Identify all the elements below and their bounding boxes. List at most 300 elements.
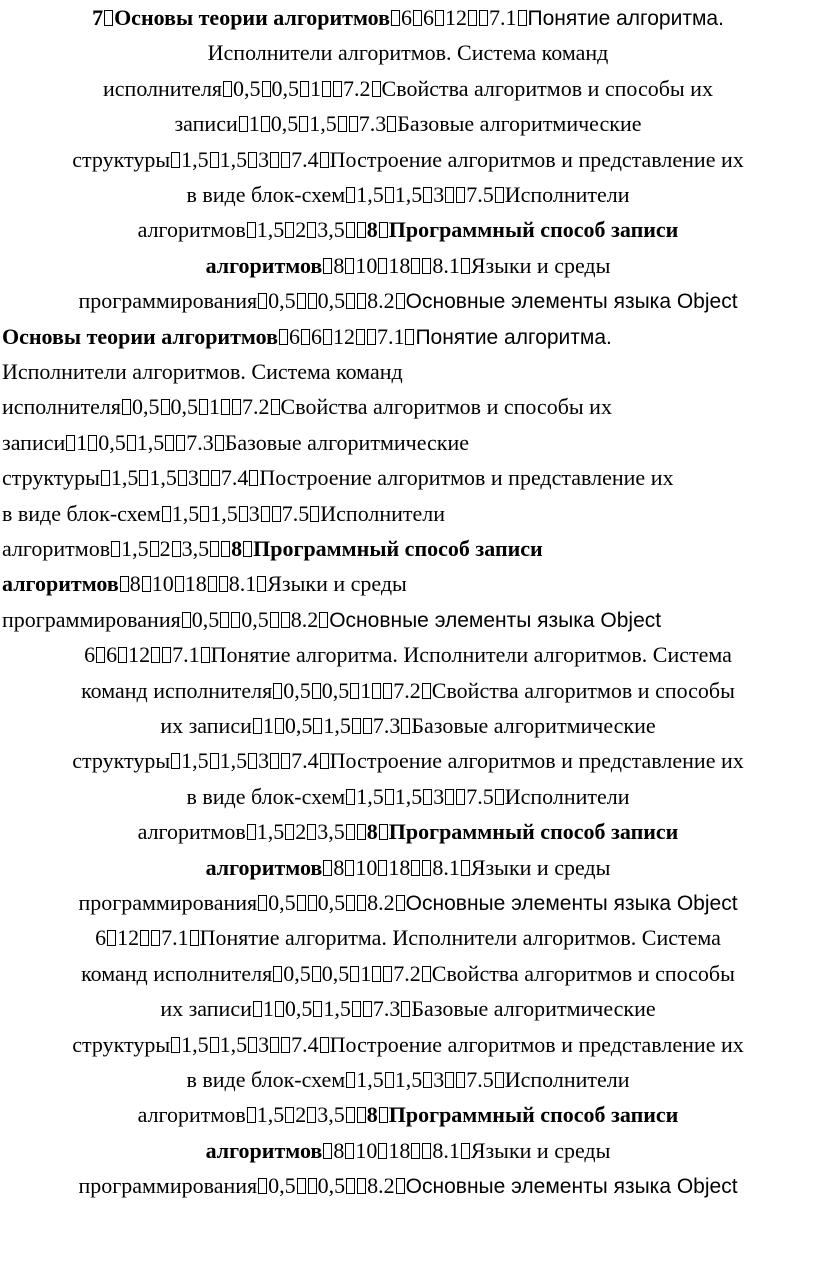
missing-glyph-icon [247,824,256,840]
text-segment: 0,5 [170,394,199,420]
text-segment: Понятие алгоритма. [415,325,612,349]
text-segment: 7.2 [343,75,371,101]
missing-glyph-icon [372,81,381,97]
missing-glyph-icon [411,860,420,876]
text-segment: 0,5 [98,429,126,455]
missing-glyph-icon [253,718,262,734]
missing-glyph-icon [423,1072,432,1088]
text-line [0,781,816,813]
text-segment: 8.1 [432,854,460,880]
text-segment: 1,5 [256,819,285,845]
text-segment: Основные элементы языка Object [405,1175,738,1199]
text-segment: 8.2 [290,606,319,632]
text-segment: 2 [295,819,307,845]
missing-glyph-icon [445,1072,454,1088]
missing-glyph-icon [96,647,105,663]
missing-glyph-icon [320,753,329,769]
missing-glyph-icon [385,1072,394,1088]
missing-glyph-icon [346,824,355,840]
text-segment: Базовые алгоритмические [397,111,642,137]
missing-glyph-icon [271,399,280,415]
missing-glyph-icon [312,683,321,699]
text-segment: программирования [78,288,258,314]
missing-glyph-icon [101,470,110,486]
missing-glyph-icon [323,258,332,274]
text-segment: 8.2 [367,1173,395,1199]
text-segment: 7.2 [393,677,421,703]
missing-glyph-icon [162,506,171,522]
missing-glyph-icon [281,1037,290,1053]
text-segment: 8.1 [228,571,257,597]
text-line [0,852,816,884]
missing-glyph-icon [273,683,282,699]
text-segment: 2 [295,1102,307,1128]
text-segment: Программный способ записи [388,1102,679,1128]
missing-glyph-icon [270,753,279,769]
text-line [0,533,816,565]
missing-glyph-icon [107,930,116,946]
missing-glyph-icon [346,1072,355,1088]
missing-glyph-icon [297,1178,306,1194]
missing-glyph-icon [396,1178,405,1194]
missing-glyph-icon [151,647,160,663]
missing-glyph-icon [391,10,400,26]
missing-glyph-icon [223,81,232,97]
text-segment: алгоритмов [205,854,323,880]
missing-glyph-icon [190,930,199,946]
text-segment: исполнителя [103,75,223,101]
text-segment: исполнителя [2,394,122,420]
text-segment: 1,5 [356,783,384,809]
text-segment: 3 [258,146,270,172]
text-segment: записи [2,429,66,455]
text-segment: 7.2 [393,960,421,986]
text-line [0,250,816,282]
text-segment: Исполнители алгоритмов. Система команд [207,40,609,66]
text-segment: Языки и среды [470,1137,611,1163]
text-segment: команд исполнителя [81,960,273,986]
missing-glyph-icon [142,576,151,592]
text-line [0,73,816,105]
text-segment: 1,5 [256,1102,285,1128]
missing-glyph-icon [495,789,504,805]
text-segment: Языки и среды [470,252,611,278]
text-line [0,427,816,459]
missing-glyph-icon [350,966,359,982]
text-segment: алгоритмов [2,571,119,597]
text-segment: 1,5 [356,1067,384,1092]
missing-glyph-icon [66,435,75,451]
text-segment: Языки и среды [267,571,407,597]
text-segment: 8 [333,854,345,880]
text-segment: 0,5 [233,75,261,101]
text-segment: программирования [78,1173,258,1199]
missing-glyph-icon [385,789,394,805]
missing-glyph-icon [111,541,120,557]
missing-glyph-icon [357,895,366,911]
missing-glyph-icon [261,506,270,522]
missing-glyph-icon [88,435,97,451]
text-segment: Исполнители [504,182,630,207]
text-segment: Языки и среды [470,854,611,880]
text-segment: 1,5 [356,182,384,207]
text-segment: 6 [310,323,322,349]
text-segment: структуры [72,146,171,172]
text-segment: 6 [423,5,435,30]
text-segment: 1 [76,429,88,455]
text-line [0,887,816,919]
missing-glyph-icon [345,1143,354,1159]
text-line [0,108,816,140]
missing-glyph-icon [495,1072,504,1088]
text-segment: Основные элементы языка Object [405,290,738,314]
text-segment: Исполнители [504,783,630,809]
missing-glyph-icon [272,506,281,522]
text-segment: 7.4 [291,1031,319,1057]
text-segment: 3,5 [317,1102,345,1128]
text-segment: 12 [117,925,140,951]
missing-glyph-icon [270,612,279,628]
text-line [0,1029,816,1061]
missing-glyph-icon [379,824,388,840]
text-segment: Понятие алгоритма. [527,7,724,30]
text-line [0,321,816,353]
text-line [0,391,816,423]
text-segment: 7.1 [172,642,200,668]
missing-glyph-icon [297,293,306,309]
missing-glyph-icon [323,1143,332,1159]
text-segment: алгоритмов [137,819,246,845]
missing-glyph-icon [299,116,308,132]
text-segment: 1,5 [323,996,351,1022]
missing-glyph-icon [171,1037,180,1053]
missing-glyph-icon [313,718,322,734]
missing-glyph-icon [307,1107,316,1123]
text-segment: 12 [128,642,151,668]
missing-glyph-icon [461,258,470,274]
text-segment: 1,5 [136,429,165,455]
text-segment: 1,5 [210,500,238,526]
missing-glyph-icon [273,966,282,982]
missing-glyph-icon [139,470,148,486]
text-line [0,37,816,69]
text-segment: 6 [84,642,96,668]
text-line [0,356,816,388]
missing-glyph-icon [122,399,131,415]
text-segment: 1,5 [121,536,149,561]
missing-glyph-icon [363,718,372,734]
missing-glyph-icon [346,1178,355,1194]
missing-glyph-icon [262,81,271,97]
missing-glyph-icon [182,612,191,628]
missing-glyph-icon [401,1001,410,1017]
text-segment: Построение алгоритмов и представление их [329,146,744,172]
text-line [0,639,816,671]
missing-glyph-icon [171,753,180,769]
text-segment: 1,5 [149,465,177,491]
text-segment: Исполнители [504,1067,630,1092]
text-segment: 8.2 [367,890,395,915]
text-segment: 7.4 [291,146,319,172]
text-segment: алгоритмов [205,1137,323,1163]
text-segment: 8 [231,536,243,561]
missing-glyph-icon [210,541,219,557]
text-segment: 10 [355,252,378,278]
missing-glyph-icon [456,1072,465,1088]
text-segment: 1,5 [219,146,248,172]
missing-glyph-icon [445,187,454,203]
text-segment: 6 [106,642,118,668]
missing-glyph-icon [270,152,279,168]
text-segment: 1,5 [394,1067,423,1092]
text-line [0,604,816,636]
text-line [0,568,816,600]
missing-glyph-icon [300,81,309,97]
missing-glyph-icon [379,222,388,238]
text-segment: 1,5 [219,1031,248,1057]
text-segment: 0,5 [321,960,350,986]
missing-glyph-icon [175,576,184,592]
text-segment: 1,5 [181,748,209,774]
missing-glyph-icon [104,10,113,26]
text-segment: 3 [258,748,270,774]
text-segment: 7.5 [466,182,494,207]
text-segment: 3 [433,783,445,809]
text-segment: 7 [92,5,104,30]
text-segment: 8 [366,1102,378,1128]
missing-glyph-icon [350,683,359,699]
missing-glyph-icon [357,1107,366,1123]
missing-glyph-icon [162,647,171,663]
missing-glyph-icon [120,576,129,592]
missing-glyph-icon [178,470,187,486]
missing-glyph-icon [456,187,465,203]
text-segment: алгоритмов [205,252,323,278]
missing-glyph-icon [423,789,432,805]
missing-glyph-icon [333,81,342,97]
missing-glyph-icon [248,1037,257,1053]
missing-glyph-icon [201,647,210,663]
text-line [0,1099,816,1131]
missing-glyph-icon [518,10,527,26]
text-segment: в виде блок-схем [2,500,161,526]
text-segment: 1,5 [256,217,285,243]
text-segment: программирования [78,890,258,915]
text-line [0,993,816,1025]
missing-glyph-icon [257,576,266,592]
missing-glyph-icon [346,187,355,203]
missing-glyph-icon [249,470,258,486]
text-segment: алгоритмов [137,217,246,243]
missing-glyph-icon [396,895,405,911]
missing-glyph-icon [367,329,376,345]
missing-glyph-icon [379,1107,388,1123]
missing-glyph-icon [413,10,422,26]
missing-glyph-icon [231,612,240,628]
text-segment: 1 [248,111,260,137]
missing-glyph-icon [352,1001,361,1017]
text-segment: их записи [160,996,252,1022]
missing-glyph-icon [127,435,136,451]
missing-glyph-icon [363,1001,372,1017]
text-segment: 1 [360,960,372,986]
missing-glyph-icon [239,116,248,132]
text-line [0,1170,816,1202]
missing-glyph-icon [422,1143,431,1159]
text-segment: Понятие алгоритма. Исполнители алгоритмов. Система [210,642,732,668]
missing-glyph-icon [247,1107,256,1123]
text-line [0,1135,816,1167]
missing-glyph-icon [258,293,267,309]
missing-glyph-icon [435,10,444,26]
text-segment: команд исполнителя [81,677,273,703]
missing-glyph-icon [445,789,454,805]
text-segment: 18 [388,854,411,880]
text-segment: 18 [184,571,207,597]
text-segment: Исполнители [320,500,446,526]
text-segment: 1,5 [323,713,351,738]
text-segment: 6 [401,5,413,30]
text-segment: 0,5 [191,606,220,632]
missing-glyph-icon [285,824,294,840]
text-segment: 0,5 [268,288,296,314]
missing-glyph-icon [308,1178,317,1194]
missing-glyph-icon [140,930,149,946]
text-segment: 1,5 [394,182,423,207]
missing-glyph-icon [270,1037,279,1053]
missing-glyph-icon [405,329,414,345]
missing-glyph-icon [346,222,355,238]
missing-glyph-icon [349,116,358,132]
text-segment: структуры [2,465,100,491]
text-segment: 0,5 [321,677,350,703]
missing-glyph-icon [346,1107,355,1123]
missing-glyph-icon [247,222,256,238]
missing-glyph-icon [461,860,470,876]
missing-glyph-icon [320,1037,329,1053]
missing-glyph-icon [172,541,181,557]
text-segment: Построение алгоритмов и представление их [329,748,744,774]
text-line [0,214,816,246]
text-segment: Свойства алгоритмов и способы их [280,394,612,420]
text-segment: 8 [333,252,345,278]
missing-glyph-icon [243,541,252,557]
missing-glyph-icon [258,1178,267,1194]
missing-glyph-icon [308,895,317,911]
missing-glyph-icon [285,1107,294,1123]
text-segment: в виде блок-схем [186,182,346,207]
text-segment: Свойства алгоритмов и способы их [381,75,713,101]
text-segment: 3,5 [181,536,210,561]
missing-glyph-icon [356,329,365,345]
text-segment: Свойства алгоритмов и способы [431,960,735,986]
missing-glyph-icon [423,187,432,203]
missing-glyph-icon [285,222,294,238]
text-segment: 8.2 [367,288,395,314]
text-line [0,285,816,317]
text-segment: 1 [209,394,221,420]
missing-glyph-icon [171,152,180,168]
missing-glyph-icon [211,470,220,486]
missing-glyph-icon [385,187,394,203]
text-segment: 1,5 [171,500,200,526]
missing-glyph-icon [378,1143,387,1159]
missing-glyph-icon [378,860,387,876]
text-segment: Базовые алгоритмические [411,996,656,1022]
text-line [0,710,816,742]
missing-glyph-icon [261,116,270,132]
text-segment: 0,5 [284,996,313,1022]
text-segment: 8 [366,819,378,845]
text-segment: 0,5 [271,75,300,101]
text-segment: 8.1 [432,252,460,278]
text-segment: 7.1 [489,5,517,30]
missing-glyph-icon [422,258,431,274]
missing-glyph-icon [345,860,354,876]
missing-glyph-icon [411,1143,420,1159]
text-segment: записи [174,111,238,137]
text-segment: 18 [388,252,411,278]
text-segment: Базовые алгоритмические [224,429,470,455]
text-line [0,816,816,848]
missing-glyph-icon [258,895,267,911]
text-segment: 1 [310,75,322,101]
missing-glyph-icon [215,435,224,451]
text-segment: 2 [295,217,307,243]
text-segment: 7.3 [186,429,214,455]
missing-glyph-icon [281,612,290,628]
missing-glyph-icon [387,116,396,132]
text-segment: 0,5 [317,890,346,915]
missing-glyph-icon [275,1001,284,1017]
missing-glyph-icon [165,435,174,451]
text-segment: 0,5 [268,890,296,915]
missing-glyph-icon [346,293,355,309]
missing-glyph-icon [411,258,420,274]
text-segment: 7.3 [358,111,387,137]
missing-glyph-icon [307,824,316,840]
text-segment: алгоритмов [137,1102,246,1128]
text-line [0,1064,816,1096]
missing-glyph-icon [239,506,248,522]
text-segment: 7.3 [372,713,401,738]
text-segment: 1,5 [181,146,209,172]
missing-glyph-icon [253,1001,262,1017]
text-segment: 8 [366,217,378,243]
text-segment: 1,5 [309,111,337,137]
missing-glyph-icon [221,541,230,557]
missing-glyph-icon [323,860,332,876]
text-segment: Основы теории алгоритмов [114,5,391,30]
missing-glyph-icon [248,152,257,168]
text-segment: в виде блок-схем [186,783,346,809]
missing-glyph-icon [378,258,387,274]
text-segment: 0,5 [270,111,299,137]
text-segment: 7.2 [242,394,270,420]
text-segment: 0,5 [283,960,311,986]
text-segment: 1,5 [394,783,423,809]
missing-glyph-icon [357,824,366,840]
text-segment: 7.1 [376,323,405,349]
text-segment: 12 [445,5,468,30]
text-segment: алгоритмов [2,536,111,561]
text-segment: 7.5 [281,500,310,526]
missing-glyph-icon [297,895,306,911]
missing-glyph-icon [313,1001,322,1017]
text-segment: 0,5 [317,288,346,314]
text-segment: 0,5 [132,394,160,420]
missing-glyph-icon [151,930,160,946]
